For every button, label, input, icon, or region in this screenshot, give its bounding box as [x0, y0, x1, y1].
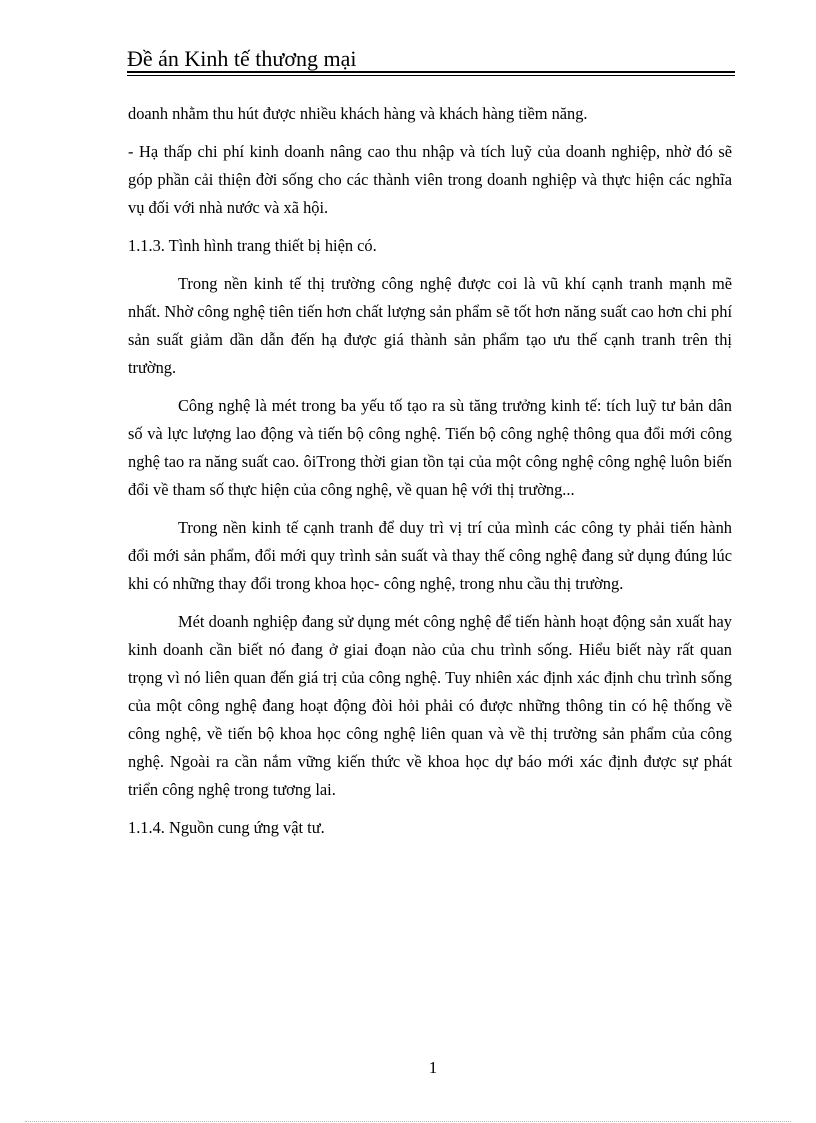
- header-rule-thin: [127, 75, 735, 76]
- paragraph: Trong nền kinh tế thị trường công nghệ được coi là vũ khí cạnh tranh mạnh mẽ nhất. Nhờ công nghệ tiên tiến hơn chất lượng sản phẩm sẽ tốt hơn năng suất cao hơn chi phí sản suất giảm dần dẫn đến hạ được giá thành sản phẩm tạo ưu thế cạnh tranh trên thị trường.: [128, 274, 732, 377]
- header-rule-thick: [127, 71, 735, 73]
- document-body: [128, 100, 732, 852]
- section-heading: 1.1.3. Tình hình trang thiết bị hiện có.: [128, 236, 377, 255]
- paragraph: Trong nền kinh tế cạnh tranh để duy trì vị trí của mình các công ty phải tiến hành đổi mới sản phẩm, đổi mới quy trình sản suất và thay thế công nghệ đang sử dụng đúng lúc khi có những thay đổi trong khoa học- công nghệ, trong nhu cầu thị trường.: [128, 518, 732, 593]
- paragraph: - Hạ thấp chi phí kinh doanh nâng cao thu nhập và tích luỹ của doanh nghiệp, nhờ đó sẽ góp phần cải thiện đời sống cho các thành viên trong doanh nghiệp và thực hiện các nghĩa vụ đối với nhà nước và xã hội.: [128, 142, 732, 217]
- header-title: Đề án Kinh tế thương mại: [127, 46, 357, 71]
- section-heading: 1.1.4. Nguồn cung ứng vật tư.: [128, 818, 325, 837]
- page-number: 1: [428, 1058, 438, 1077]
- paragraph: doanh nhằm thu hút được nhiều khách hàng và khách hàng tiềm năng.: [128, 104, 588, 123]
- page-bottom-rule: [25, 1121, 791, 1122]
- paragraph: Công nghệ là mét trong ba yếu tố tạo ra sù tăng trưởng kinh tế: tích luỹ tư bản dân số và lực lượng lao động và tiến bộ công nghệ. Tiến bộ công nghệ thông qua đổi mới công nghệ tao ra năng suất cao. ôiTrong thời gian tồn tại của một công nghệ công nghệ luôn biến đổi về tham số thực hiện của công nghệ, về quan hệ với thị trường...: [128, 396, 732, 499]
- paragraph: Mét doanh nghiệp đang sử dụng mét công nghệ để tiến hành hoạt động sản xuất hay kinh doanh cần biết nó đang ở giai đoạn nào của chu trình sống. Hiểu biết này rất quan trọng vì nó liên quan đến giá trị của công nghệ. Tuy nhiên xác định xác định chu trình sống của một công nghệ đang hoạt động đòi hỏi phải có được những thông tin có hệ thống về công nghệ, về tiến bộ khoa học công nghệ liên quan và về thị trường sản phẩm của công nghệ. Ngoài ra cần nắm vững kiến thức về khoa học dự báo mới xác định được sự phát triển công nghệ trong tương lai.: [128, 612, 732, 799]
